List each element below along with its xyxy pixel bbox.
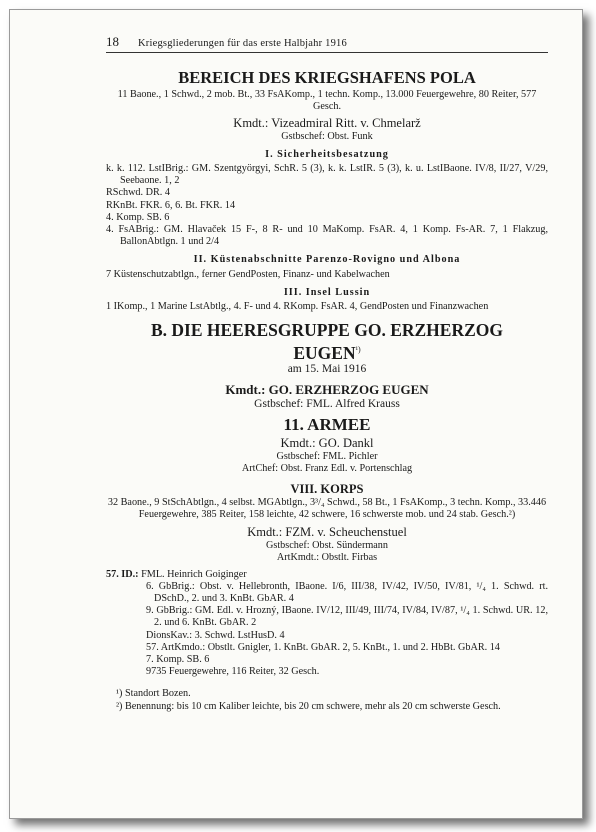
section1-line: 4. FsABrig.: GM. Hlavaček 15 F-, 8 R- und 10 MaKomp. FsAR. 4, 1 Komp. Fs-AR. 7, 1 Flakzug, BallonAbtlgn. 1 und 2/4 [106,224,548,248]
armee-chief-of-staff: Gstbschef: FML. Pichler [276,451,378,463]
section-title-2: II. Küstenabschnitte Parenzo-Rovigno und Albona [193,254,461,266]
division-id: 57. ID.: [106,568,139,580]
heeresgruppe-title-line2: $EUGEN^{^1)}$ [293,343,361,364]
page-number: 18 [106,34,119,49]
division-header [106,569,548,581]
korps-strength: 32 Baone., 9 StSchAbtlgn., 4 selbst. MGAbtlgn., 3³/₄ Schwd., 58 Bt., 1 FsAKomp., 3 techn. Komp., 33.446 Feuergewehre, 385 Reiter, 158 leichte, 42 schwere, 16 schwerste mob. und 24 stab. Gesch.²) [107,496,547,520]
division-line: DionsKav.: 3. Schwd. LstHusD. 4 [146,629,285,641]
pola-commander: Kmdt.: Vizeadmiral Ritt. v. Chmelarž [233,115,421,130]
division-commander: FML. Heinrich Goiginger [138,568,247,580]
korps-commander: Kmdt.: FZM. v. Scheuchenstuel [247,525,407,540]
pola-chief-of-staff: Gstbschef: Obst. Funk [281,130,373,142]
footnotes [106,688,548,712]
pola-title: BEREICH DES KRIEGSHAFENS POLA [178,68,476,88]
armee-commander: Kmdt.: GO. Dankl [280,436,374,451]
korps-chief-of-staff: Gstbschef: Obst. Sündermann [266,540,388,552]
section1-line: 4. Komp. SB. 6 [106,211,170,223]
armee-title: 11. ARMEE [283,415,371,435]
section3-text: 1 IKomp., 1 Marine LstAbtlg., 4. F- und 4. RKomp. FsAR. 4, GendPosten und Finanzwachen [106,301,489,313]
division-line: 9. GbBrig.: GM. Edl. v. Hrozný, IBaone. IV/12, III/49, III/74, IV/84, IV/87, ¹/₄ 1. Schwd. UR. 12, 2. und 6. KnBt. GbAR. 2 [146,605,548,629]
division-line: 7. Komp. SB. 6 [146,653,210,665]
footnote-1: ¹) Standort Bozen. [116,688,191,700]
section2-text: 7 Küstenschutzabtlgn., ferner GendPosten, Finanz- und Kabelwachen [106,268,390,280]
pola-strength: 11 Baone., 1 Schwd., 2 mob. Bt., 33 FsAKomp., 1 techn. Komp., 13.000 Feuergewehre, 80 Reiter, 577 Gesch. [117,89,537,113]
page-frame [9,9,583,819]
division-line: 9735 Feuergewehre, 116 Reiter, 32 Gesch. [146,666,320,678]
footnote-2: ²) Benennung: bis 10 cm Kaliber leichte, bis 20 cm schwere, mehr als 20 cm schwerste Gesch. [116,700,501,712]
section1-line: k. k. 112. LstIBrig.: GM. Szentgyörgyi, SchR. 5 (3), k. k. LstIR. 5 (3), k. u. LstIBaone. IV/8, II/27, V/29, Seebaone. 1, 2 [106,163,548,187]
armee-artillery-chief: ArtChef: Obst. Franz Edl. v. Portenschlag [241,463,413,475]
heeresgruppe-chief-of-staff: Gstbschef: FML. Alfred Krauss [254,398,400,411]
section1-line: RSchwd. DR. 4 [106,187,170,199]
korps-title: VIII. KORPS [290,481,364,496]
heeresgruppe-title [106,321,548,363]
heeresgruppe-title-line1: B. DIE HEERESGRUPPE GO. ERZHERZOG [150,320,503,341]
heeresgruppe-date: am 15. Mai 1916 [287,363,367,376]
section-title-1: I. Sicherheitsbesatzung [265,148,389,160]
section-title-3: III. Insel Lussin [283,286,371,298]
document-page [106,36,548,713]
division-line: 57. ArtKmdo.: Obstlt. Gnigler, 1. KnBt. GbAR. 2, 5. KnBt., 1. und 2. HbBt. GbAR. 14 [146,641,500,653]
section1-line: RKnBt. FKR. 6, 6. Bt. FKR. 14 [106,199,236,211]
division-line: 6. GbBrig.: Obst. v. Hellebronth, IBaone. I/6, III/38, IV/42, IV/50, IV/81, ¹/₄ 1. Schwd. rt. DSchD., 2. und 3. KnBt. GbAR. 4 [146,580,548,604]
footnote-mark: ¹) [355,345,361,355]
running-title: Kriegsgliederungen für das erste Halbjahr 1916 [138,38,347,49]
running-header [106,36,548,53]
heeresgruppe-commander: Kmdt.: GO. ERZHERZOG EUGEN [225,382,429,398]
korps-artillery-commander: ArtKmdt.: Obstlt. Firbas [276,552,378,564]
